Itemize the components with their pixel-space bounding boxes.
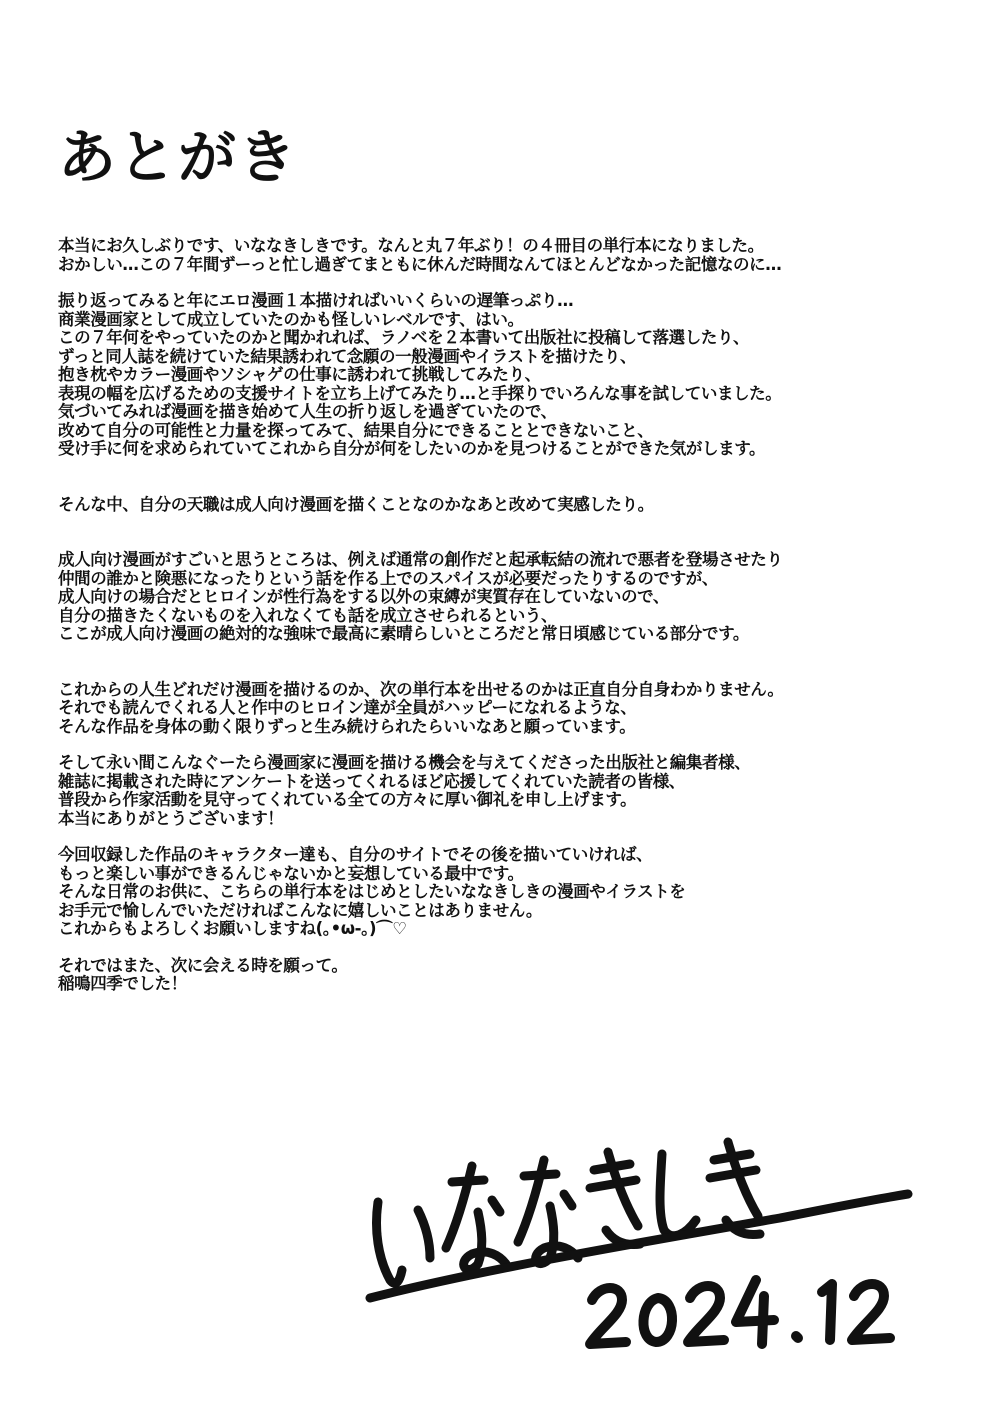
text-line: 雑誌に掲載された時にアンケートを送ってくれるほど応援してくれていた読者の皆様、 [58,771,685,791]
paragraph-calling [58,496,958,515]
paragraph-strength [58,551,958,644]
paragraph-closing [58,957,958,994]
text-line: これからの人生どれだけ漫画を描けるのか、次の単行本を出せるのかは正直自分自身わかりません。 [58,679,784,699]
page-title: あとがき [58,123,299,191]
paragraph-future [58,681,958,737]
text-line: おかしい…この７年間ずーっと忙し過ぎてまともに休んだ時間なんてほとんどなかった記憶なのに… [58,254,782,274]
text-line: 表現の幅を広げるための支援サイトを立ち上げてみたり…と手探りでいろんな事を試していました。 [58,383,782,403]
text-line: これからもよろしくお願いしますね(｡•ω-｡)⌒♡ [58,919,407,938]
paragraph-thanks [58,754,958,828]
text-line: ずっと同人誌を続けていた結果誘われて念願の一般漫画やイラストを描けたり、 [58,346,637,366]
text-line: 受け手に何を求められていてこれから自分が何をしたいのかを見つけることができた気がします。 [58,439,766,458]
text-line: 稲鳴四季でした！ [58,974,187,993]
handwritten-signature [360,1130,920,1370]
text-line: 成人向けの場合だとヒロインが性行為をする以外の束縛が実質存在していないので、 [58,587,669,606]
text-line: 普段から作家活動を見守ってくれている全ての方々に厚い御礼を申し上げます。 [58,790,637,809]
text-line: 改めて自分の可能性と力量を探ってみて、結果自分にできることとできないこと、 [58,420,654,440]
text-line: 本当にお久しぶりです、いななきしきです。なんと丸７年ぶり！の４冊目の単行本になりました。 [58,236,764,255]
text-line: 気づいてみれば漫画を描き始めて人生の折り返しを過ぎていたので、 [58,402,557,421]
text-line: それではまた、次に会える時を願って。 [58,955,348,975]
afterword-body [58,237,958,994]
text-line: ここが成人向け漫画の絶対的な強味で最高に素晴らしいところだと常日頃感じている部分です。 [58,624,749,643]
text-line: 自分の描きたくないものを入れなくても話を成立させられるという、 [58,605,558,625]
text-line: この７年何をやっていたのかと聞かれれば、ラノベを２本書いて出版社に投稿して落選したり、 [58,328,750,347]
text-line: お手元で愉しんでいただければこんなに嬉しいことはありません。 [58,900,542,920]
paragraph-retrospective [58,292,958,459]
text-line: そんな日常のお供に、こちらの単行本をはじめとしたいななきしきの漫画やイラストを [58,882,686,901]
text-line: それでも読んでくれる人と作中のヒロイン達が全員がハッピーになれるような、 [58,698,637,717]
text-line: そんな中、自分の天職は成人向け漫画を描くことなのかなあと改めて実感したり。 [58,494,654,514]
signature-drawing [360,1130,920,1370]
text-line: 抱き枕やカラー漫画やソシャゲの仕事に誘われて挑戦してみたり、 [58,365,541,384]
text-line: 商業漫画家として成立していたのかも怪しいレベルです、はい。 [58,309,524,329]
text-line: 成人向け漫画がすごいと思うところは、例えば通常の創作だと起承転結の流れで悪者を登場させたり [58,550,783,569]
text-line: 本当にありがとうございます！ [58,808,284,828]
text-line: 今回収録した作品のキャラクター達も、自分のサイトでその後を描いていければ、 [58,845,653,864]
paragraph-characters [58,846,958,939]
paragraph-greeting [58,237,958,274]
text-line: 振り返ってみると年にエロ漫画１本描ければいいくらいの遅筆っぷり… [58,291,574,310]
text-line: もっと楽しい事ができるんじゃないかと妄想している最中です。 [58,863,524,883]
text-line: そんな作品を身体の動く限りずっと生み続けられたらいいなあと願っています。 [58,716,636,736]
text-line: 仲間の誰かと険悪になったりという話を作る上でのスパイスが必要だったりするのですが、 [58,568,718,588]
text-line: そして永い間こんなぐーたら漫画家に漫画を描ける機会を与えてくださった出版社と編集者様、 [58,753,751,772]
